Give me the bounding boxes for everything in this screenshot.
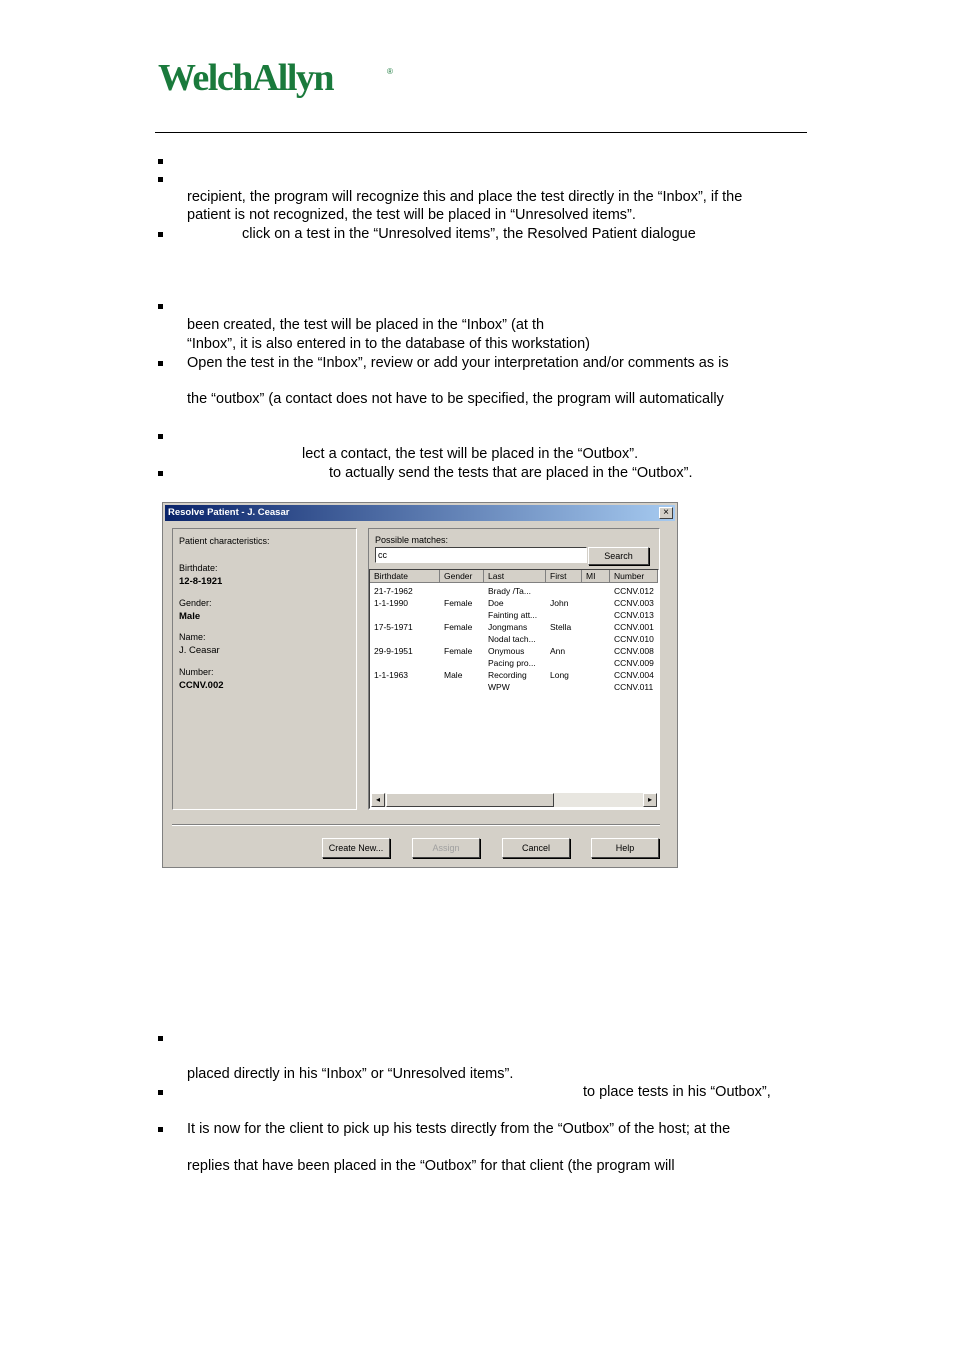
svg-text:WelchAllyn: WelchAllyn — [158, 57, 334, 99]
table-cell: 1-1-1990 — [374, 598, 409, 608]
table-cell: CCNV.004 — [614, 670, 654, 680]
bullet-icon — [158, 471, 163, 476]
dialog-titlebar[interactable] — [165, 505, 675, 521]
bullet-icon — [158, 1090, 163, 1095]
table-row[interactable] — [370, 634, 658, 646]
table-cell: 17-5-1971 — [374, 622, 413, 632]
paragraph-line: placed directly in his “Inbox” or “Unresolved items”. — [187, 1066, 514, 1082]
table-cell: CCNV.010 — [614, 634, 654, 644]
search-button[interactable]: Search — [588, 547, 649, 565]
table-cell: Stella — [550, 622, 572, 632]
table-row[interactable] — [370, 622, 658, 634]
bullet-icon — [158, 232, 163, 237]
table-cell: CCNV.011 — [614, 682, 654, 692]
birthdate-label: Birthdate: — [179, 563, 218, 573]
bullet-icon — [158, 1127, 163, 1132]
table-cell: John — [550, 598, 569, 608]
assign-button[interactable]: Assign — [412, 838, 480, 858]
scroll-thumb[interactable] — [386, 793, 554, 807]
table-cell: CCNV.009 — [614, 658, 654, 668]
table-cell: 29-9-1951 — [374, 646, 413, 656]
table-cell: Female — [444, 646, 473, 656]
gender-label: Gender: — [179, 598, 212, 608]
number-value: CCNV.002 — [179, 680, 224, 691]
horizontal-scrollbar[interactable] — [371, 793, 657, 807]
table-cell: Fainting att... — [488, 610, 538, 620]
help-button[interactable]: Help — [591, 838, 659, 858]
scroll-right-icon[interactable]: ▸ — [643, 793, 657, 807]
table-cell: WPW — [488, 682, 510, 692]
svg-text:®: ® — [387, 67, 393, 76]
table-cell: CCNV.013 — [614, 610, 654, 620]
table-cell: Doe — [488, 598, 504, 608]
column-header-first[interactable]: First — [546, 570, 582, 583]
table-cell: 21-7-1962 — [374, 586, 413, 596]
table-row[interactable] — [370, 682, 658, 694]
column-header-last[interactable]: Last — [484, 570, 546, 583]
paragraph-line: to place tests in his “Outbox”, — [583, 1084, 771, 1100]
table-cell: CCNV.001 — [614, 622, 654, 632]
close-icon[interactable]: × — [659, 507, 673, 519]
table-cell: Brady /Ta... — [488, 586, 531, 596]
table-cell: Female — [444, 622, 473, 632]
table-cell: CCNV.012 — [614, 586, 654, 596]
scroll-left-icon[interactable]: ◂ — [371, 793, 385, 807]
name-value: J. Ceasar — [179, 645, 220, 656]
table-cell: Nodal tach... — [488, 634, 536, 644]
birthdate-value: 12-8-1921 — [179, 576, 223, 587]
column-header-gender[interactable]: Gender — [440, 570, 484, 583]
name-label: Name: — [179, 632, 206, 642]
table-cell: CCNV.008 — [614, 646, 654, 656]
table-row[interactable] — [370, 670, 658, 682]
bullet-icon — [158, 1036, 163, 1041]
table-cell: Recording — [488, 670, 527, 680]
paragraph-line: click on a test in the “Unresolved items”, the Resolved Patient dialogue — [242, 226, 696, 242]
table-row[interactable] — [370, 598, 658, 610]
header-rule — [155, 132, 807, 133]
table-row[interactable] — [370, 646, 658, 658]
welch-allyn-logo — [158, 56, 398, 108]
bullet-icon — [158, 304, 163, 309]
paragraph-line: lect a contact, the test will be placed in the “Outbox”. — [302, 446, 639, 462]
cancel-button[interactable]: Cancel — [502, 838, 570, 858]
dialog-separator — [172, 824, 660, 826]
table-cell: Onymous — [488, 646, 525, 656]
table-row[interactable] — [370, 610, 658, 622]
table-cell: Long — [550, 670, 569, 680]
search-input[interactable] — [375, 547, 587, 563]
table-row[interactable] — [370, 658, 658, 670]
table-cell: 1-1-1963 — [374, 670, 409, 680]
paragraph-line: been created, the test will be placed in the “Inbox” (at th — [187, 317, 545, 333]
table-cell: Ann — [550, 646, 566, 656]
column-header-birthdate[interactable]: Birthdate — [370, 570, 440, 583]
matches-list[interactable] — [369, 569, 659, 809]
number-label: Number: — [179, 667, 214, 677]
create-new-button[interactable]: Create New... — [322, 838, 390, 858]
bullet-icon — [158, 361, 163, 366]
table-cell: Jongmans — [488, 622, 528, 632]
table-cell: CCNV.003 — [614, 598, 654, 608]
patient-characteristics-heading: Patient characteristics: — [179, 536, 270, 546]
bullet-icon — [158, 434, 163, 439]
paragraph-line: It is now for the client to pick up his tests directly from the “Outbox” of the host; at the — [187, 1121, 731, 1137]
gender-value: Male — [179, 611, 201, 622]
paragraph-line: Open the test in the “Inbox”, review or add your interpretation and/or comments as is — [187, 355, 729, 371]
paragraph-line: “Inbox”, it is also entered in to the database of this workstation) — [187, 336, 590, 352]
table-row[interactable] — [370, 586, 658, 598]
possible-matches-label: Possible matches: — [375, 535, 449, 545]
bullet-icon — [158, 159, 163, 164]
table-cell: Female — [444, 598, 473, 608]
table-cell: Pacing pro... — [488, 658, 536, 668]
bullet-icon — [158, 177, 163, 182]
table-cell: Male — [444, 670, 463, 680]
paragraph-line: recipient, the program will recognize this and place the test directly in the “Inbox”, if the — [187, 189, 743, 205]
paragraph-line: the “outbox” (a contact does not have to be specified, the program will automatically — [187, 391, 724, 407]
paragraph-line: replies that have been placed in the “Outbox” for that client (the program will — [187, 1158, 675, 1174]
paragraph-line: patient is not recognized, the test will be placed in “Unresolved items”. — [187, 207, 636, 223]
dialog-title: Resolve Patient - J. Ceasar — [168, 507, 290, 518]
column-header-mi[interactable]: MI — [582, 570, 610, 583]
column-header-number[interactable]: Number — [610, 570, 658, 583]
paragraph-line: to actually send the tests that are placed in the “Outbox”. — [329, 465, 693, 481]
